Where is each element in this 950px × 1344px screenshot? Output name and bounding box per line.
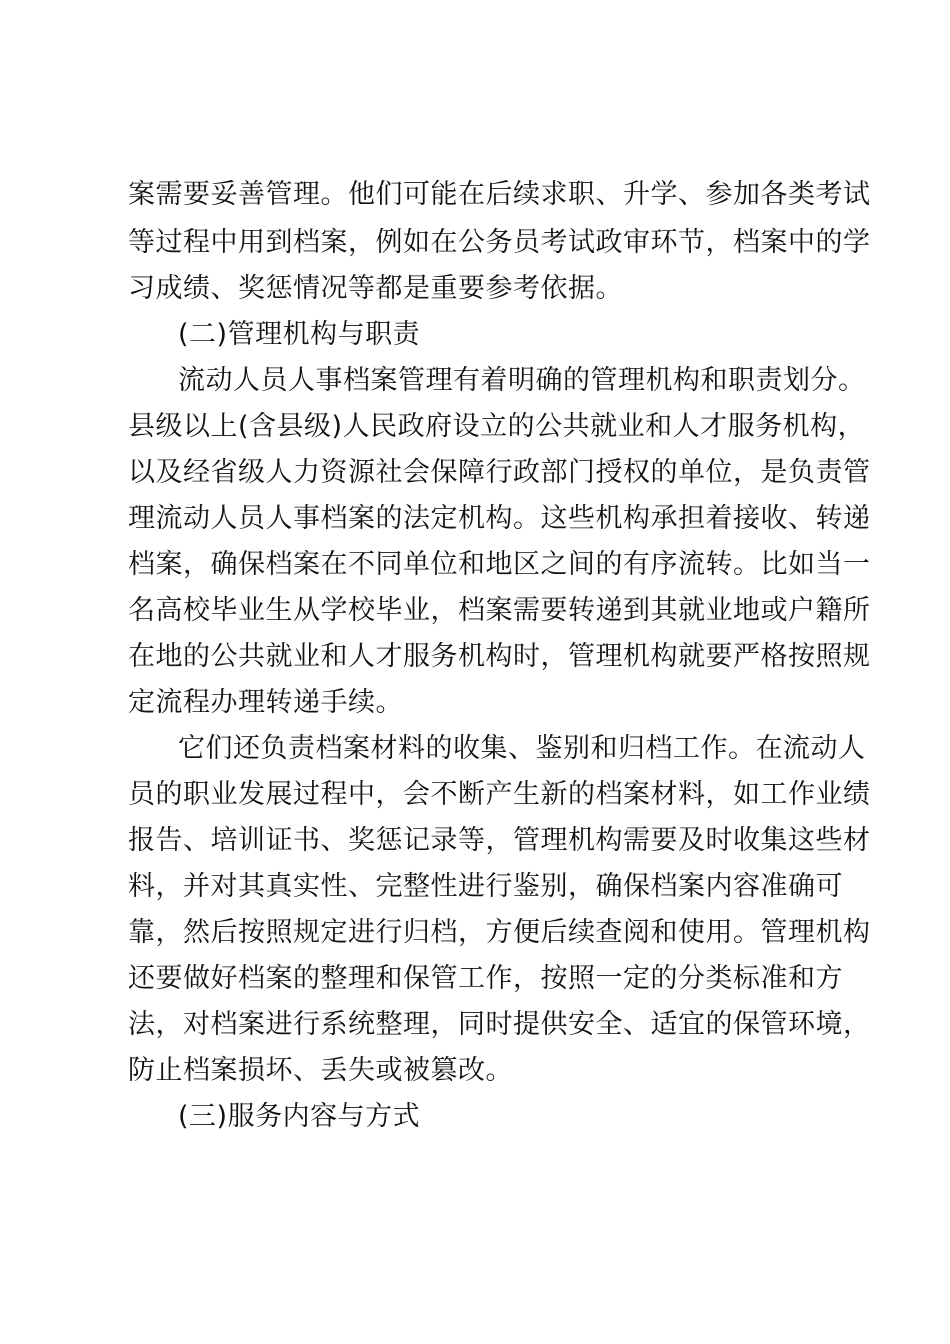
text-line: 以及经省级人力资源社会保障行政部门授权的单位，是负责管 <box>128 457 871 488</box>
text-line: 名高校毕业生从学校毕业，档案需要转递到其就业地或户籍所 <box>128 595 871 626</box>
text-line: 法，对档案进行系统整理，同时提供安全、适宜的保管环境， <box>128 1009 871 1040</box>
text-line: 习成绩、奖惩情况等都是重要参考依据。 <box>128 273 623 304</box>
text-line: 在地的公共就业和人才服务机构时，管理机构就要严格按照规 <box>128 641 871 672</box>
text-line: 还要做好档案的整理和保管工作，按照一定的分类标准和方 <box>128 963 843 994</box>
text-line: 理流动人员人事档案的法定机构。这些机构承担着接收、转递 <box>128 503 871 534</box>
text-line: 防止档案损坏、丢失或被篡改。 <box>128 1055 513 1086</box>
section-heading: (二)管理机构与职责 <box>178 319 421 350</box>
section-heading: (三)服务内容与方式 <box>178 1101 421 1132</box>
paragraph-first-line: 它们还负责档案材料的收集、鉴别和归档工作。在流动人 <box>178 733 866 764</box>
text-line: 料，并对其真实性、完整性进行鉴别，确保档案内容准确可 <box>128 871 843 902</box>
text-line: 档案，确保档案在不同单位和地区之间的有序流转。比如当一 <box>128 549 871 580</box>
text-line: 县级以上(含县级)人民政府设立的公共就业和人才服务机构， <box>128 411 866 442</box>
text-line: 案需要妥善管理。他们可能在后续求职、升学、参加各类考试 <box>128 179 871 210</box>
text-line: 定流程办理转递手续。 <box>128 687 403 718</box>
paragraph-first-line: 流动人员人事档案管理有着明确的管理机构和职责划分。 <box>178 365 866 396</box>
text-line: 员的职业发展过程中，会不断产生新的档案材料，如工作业绩 <box>128 779 871 810</box>
text-line: 等过程中用到档案，例如在公务员考试政审环节，档案中的学 <box>128 227 871 258</box>
text-line: 靠，然后按照规定进行归档，方便后续查阅和使用。管理机构 <box>128 917 871 948</box>
text-line: 报告、培训证书、奖惩记录等，管理机构需要及时收集这些材 <box>128 825 871 856</box>
